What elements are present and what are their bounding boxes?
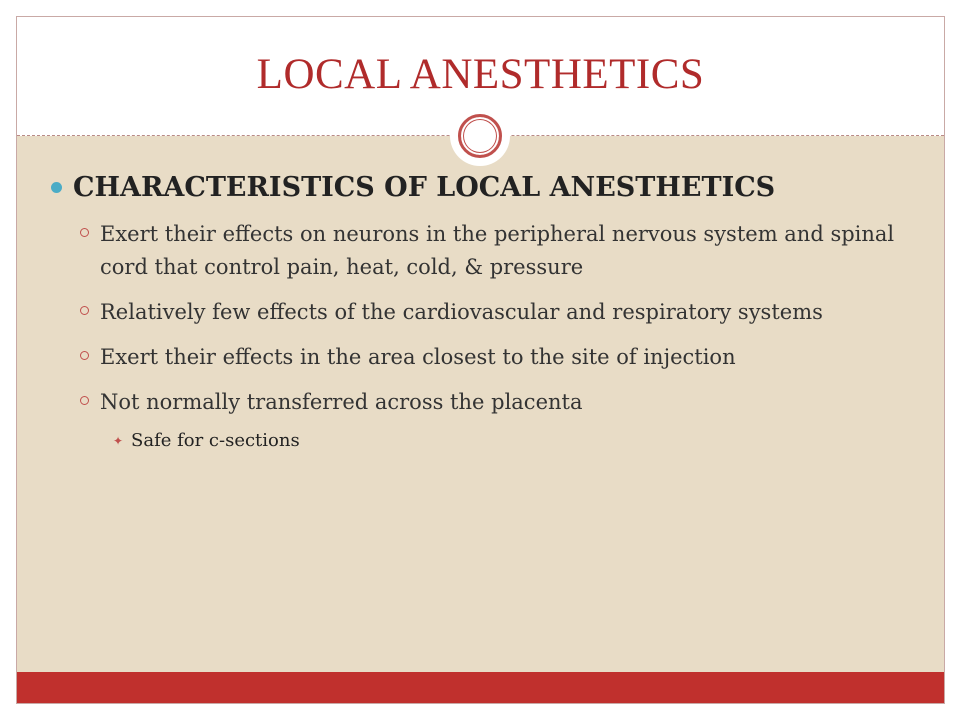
- ring-bullet-icon: [80, 228, 89, 237]
- slide-frame: [16, 16, 945, 704]
- sub-list-item: [51, 427, 921, 455]
- heading-bullet: [51, 169, 921, 206]
- list-item-text: Exert their effects in the area closest to the site of injection: [100, 345, 736, 369]
- list-item: [51, 218, 921, 284]
- list-item-text: Exert their effects on neurons in the peripheral nervous system and spinal cord that control pain, heat, cold, & pressure: [100, 222, 895, 279]
- list-item: [51, 386, 921, 419]
- list-item: [51, 341, 921, 374]
- footer-bar: [17, 672, 944, 703]
- list-item: [51, 296, 921, 329]
- ring-bullet-icon: [80, 396, 89, 405]
- list-item-text: Relatively few effects of the cardiovascular and respiratory systems: [100, 300, 823, 324]
- ring-bullet-icon: [80, 351, 89, 360]
- ring-bullet-icon: [80, 306, 89, 315]
- sub-list-item-text: Safe for c-sections: [131, 430, 300, 451]
- slide-title: LOCAL ANESTHETICS: [256, 51, 705, 98]
- circle-bullet-icon: [51, 182, 62, 193]
- heading-text: CHARACTERISTICS OF LOCAL ANESTHETICS: [73, 172, 776, 203]
- double-ring-icon: [458, 114, 502, 158]
- four-pointed-star-icon: ✦: [113, 434, 124, 448]
- slide-content: [51, 169, 921, 455]
- list-item-text: Not normally transferred across the placenta: [100, 390, 583, 414]
